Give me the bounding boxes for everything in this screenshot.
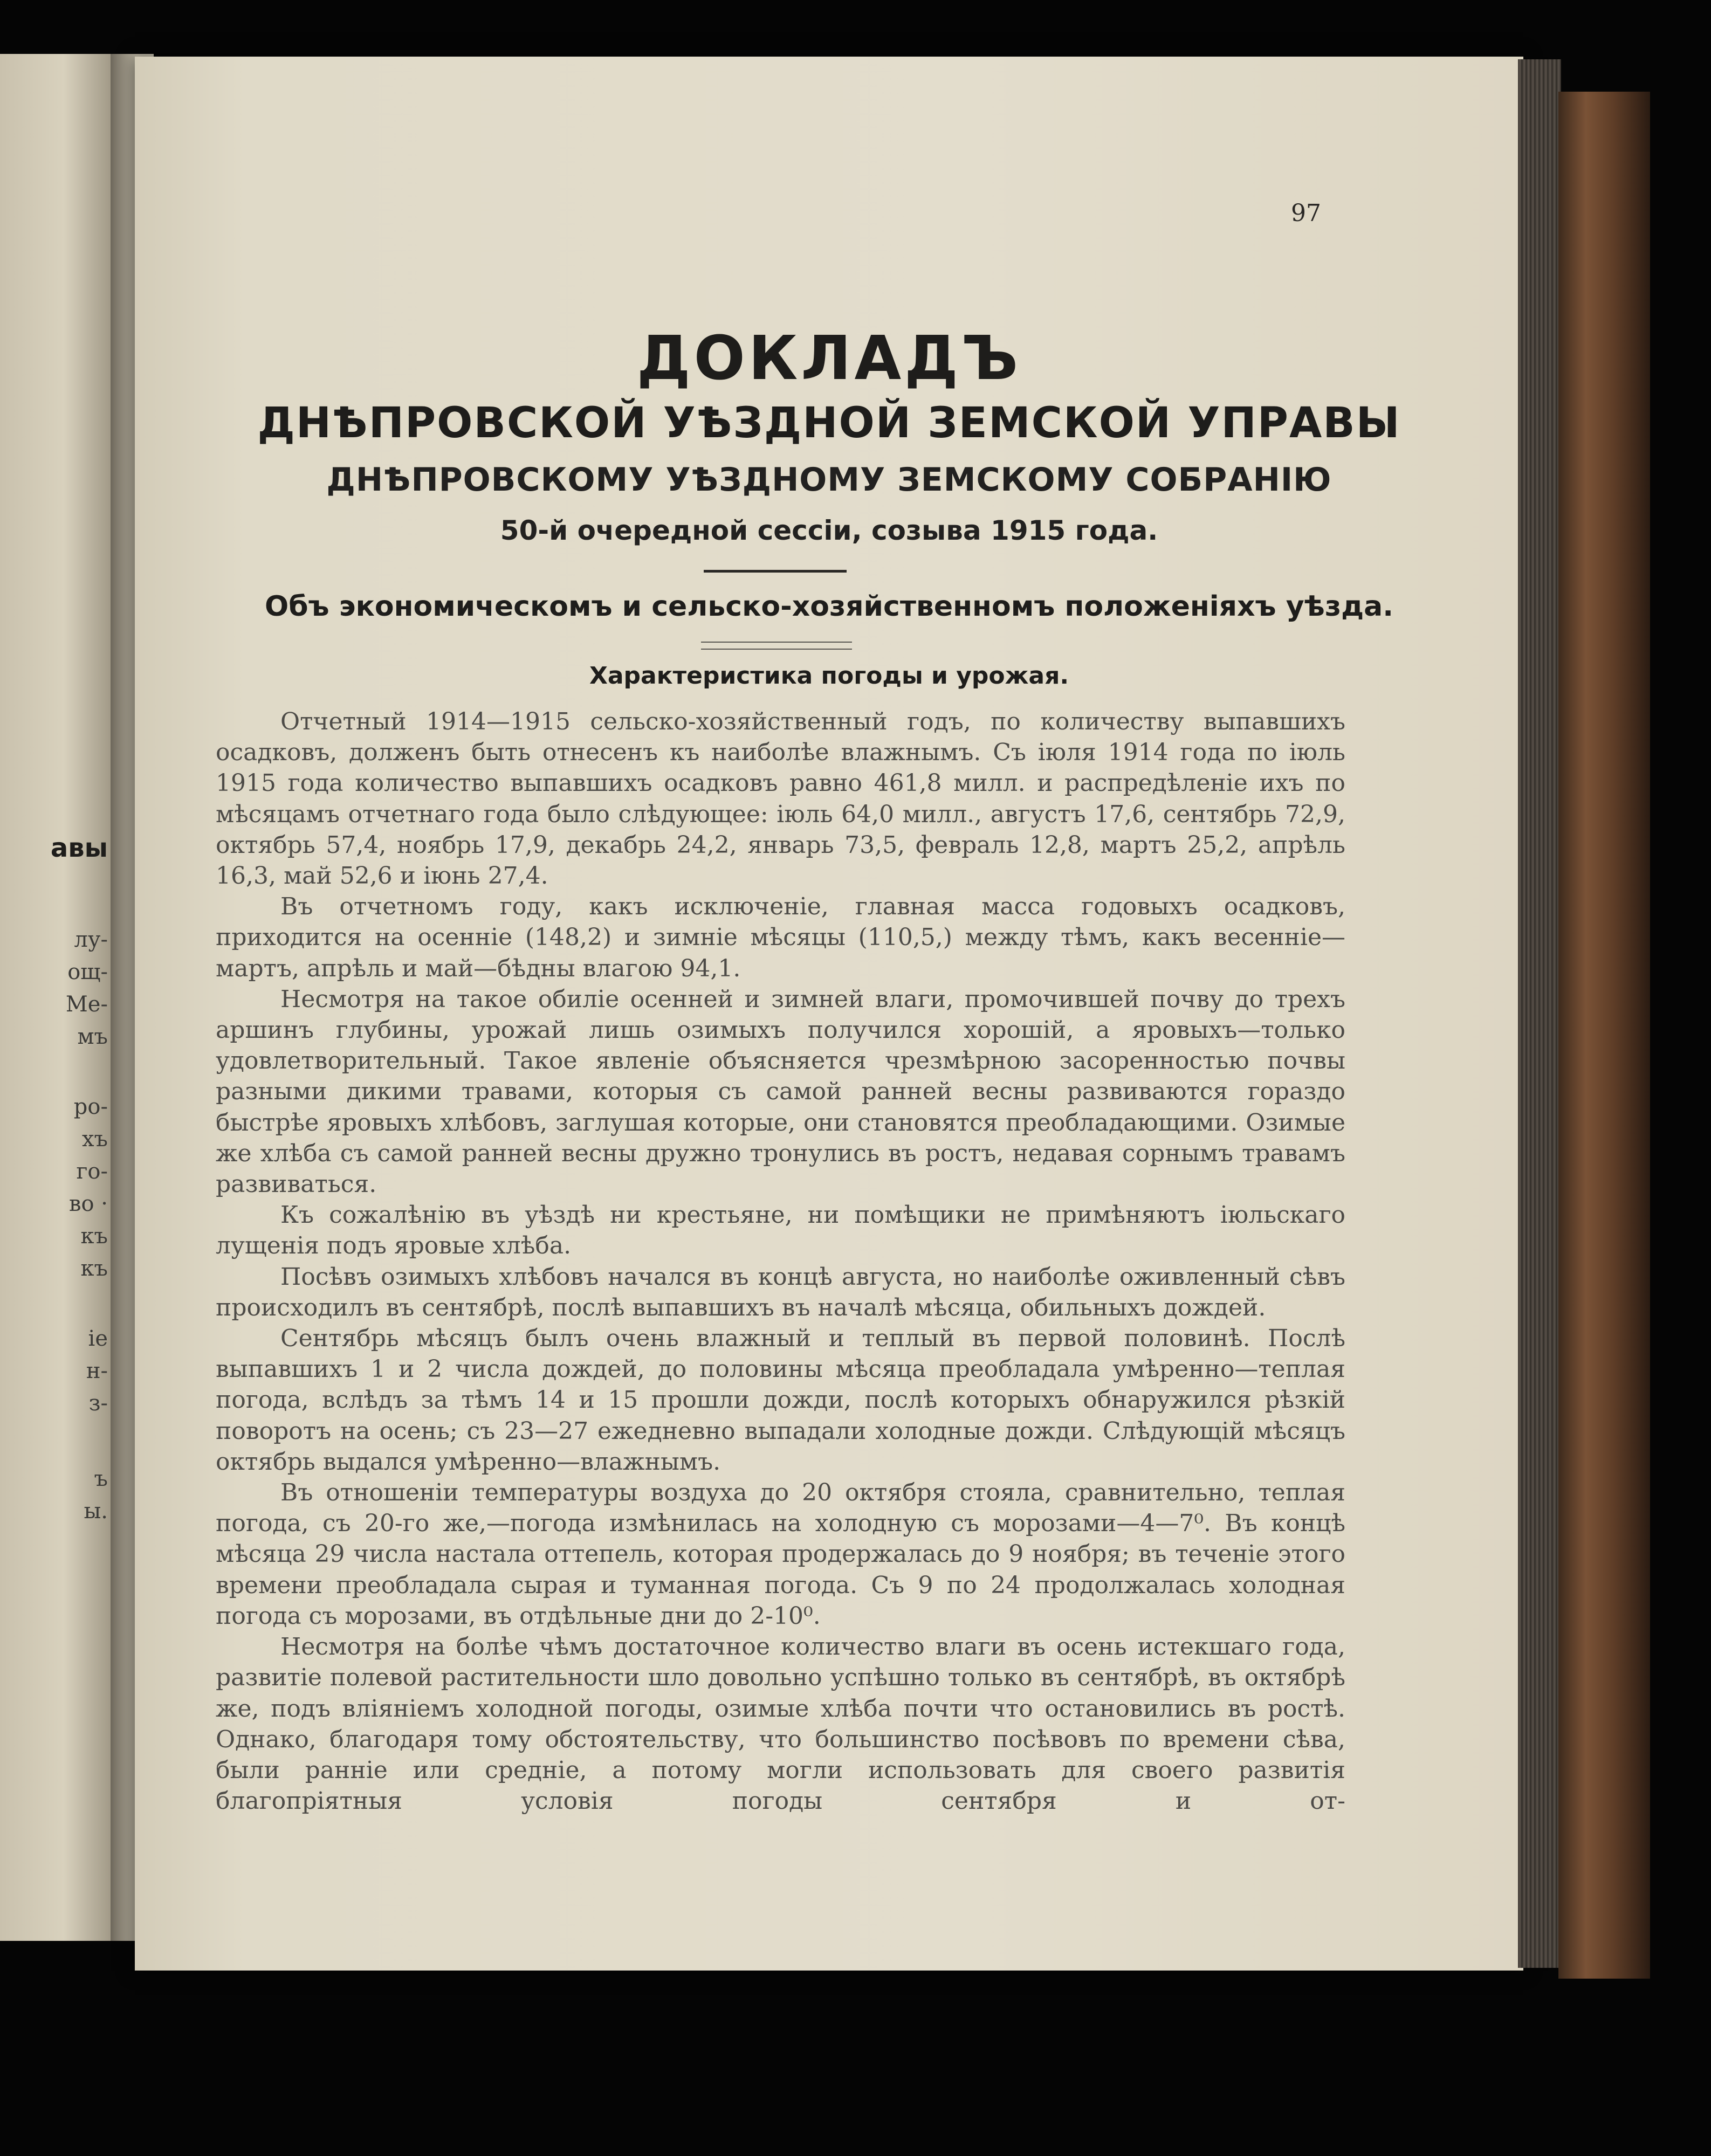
left-page-fragment: з- [88,1391,108,1416]
page-edges [1518,59,1561,1968]
subsection-heading: Характеристика погоды и урожая. [589,662,1069,690]
paragraph: Сентябрь мѣсяцъ былъ очень влажный и теплый въ первой половинѣ. Послѣ выпавшихъ 1 и 2 числа дождей, до половины мѣсяца преобладала умѣренно—теплая погода, вслѣдъ за тѣмъ 14 и 15 прошли дожди, послѣ которыхъ обнаружился рѣзкій поворотъ на осень; съ 23—27 ежедневно выпадали холодные дожди. Слѣдующій мѣсяцъ октябрь выдался умѣренно—влажнымъ. [216,1325,1345,1476]
heading-rule [704,570,847,573]
left-page-fragment: ро- [73,1094,108,1119]
session-heading: 50-й очередной сессіи, созыва 1915 года. [500,515,1158,546]
left-page-fragment: хъ [81,1127,108,1152]
paragraph: Несмотря на болѣе чѣмъ достаточное количество влаги въ осень истекшаго года, развитіе полевой растительности шло довольно успѣшно только въ сентябрѣ, въ октябрѣ же, подъ вліяніемъ холодной погоды, озимые хлѣба почти что остановились въ ростѣ. Однако, благодаря тому обстоятельству, что большинство посѣвовъ по времени сѣва, были ранніе или средніе, а потому могли использовать для своего развитія благопріятныя условія погоды сентября и от- [216,1633,1345,1815]
left-page-fragment: авы [50,833,108,863]
left-page-fragment: ы. [84,1499,108,1524]
book-binding [1558,92,1650,1979]
paragraph: Въ отчетномъ году, какъ исключеніе, главная масса годовыхъ осадковъ, приходится на осенніе (148,2) и зимніе мѣсяцы (110,5,) между тѣмъ, какъ весенніе—мартъ, апрѣль и май—бѣдны влагою 94,1. [216,893,1345,982]
addressee-heading: ДНѢПРОВСКОМУ УѢЗДНОМУ ЗЕМСКОМУ СОБРАНІЮ [326,461,1332,499]
left-page-fragment: къ [80,1224,108,1249]
left-page-fragment: ъ [94,1466,108,1491]
section-double-rule [701,642,852,650]
left-page-fragment: іе [88,1326,108,1351]
section-heading: Объ экономическомъ и сельско-хозяйственномъ положеніяхъ уѣзда. [265,590,1393,623]
paragraph: Посѣвъ озимыхъ хлѣбовъ начался въ концѣ августа, но наиболѣе оживленный сѣвъ происходилъ въ сентябрѣ, послѣ выпавшихъ въ началѣ мѣсяца, обильныхъ дождей. [216,1263,1345,1321]
left-facing-page [0,54,116,1941]
left-page-fragment: къ [80,1256,108,1281]
left-page-fragment: н- [86,1359,108,1383]
document-title: ДОКЛАДЪ [636,323,1022,394]
left-page-fragment: ощ- [67,960,108,984]
left-page-fragment: лу- [74,927,108,952]
paragraph: Къ сожалѣнію въ уѣздѣ ни крестьяне, ни помѣщики не примѣняютъ іюльскаго лущенія подъ яровые хлѣба. [216,1201,1345,1260]
left-page-fragment: го- [76,1159,108,1184]
page-number: 97 [1291,199,1321,227]
left-page-fragment: Ме- [65,992,108,1017]
paragraph: Въ отношеніи температуры воздуха до 20 октября стояла, сравнительно, теплая погода, съ 20-го же,—погода измѣнилась на холодную съ морозами—4—7⁰. Въ концѣ мѣсяца 29 числа настала оттепель, которая продержалась до 9 ноября; въ теченіе этого времени преобладала сырая и туманная погода. Съ 9 по 24 продолжалась холодная погода съ морозами, въ отдѣльные дни до 2-10⁰. [216,1479,1345,1630]
left-page-fragment: мъ [77,1024,108,1049]
paragraph: Несмотря на такое обиліе осенней и зимней влаги, промочившей почву до трехъ аршинъ глубины, урожай лишь озимыхъ получился хорошій, а яровыхъ—только удовлетворительный. Такое явленіе объясняется чрезмѣрною засоренностью почвы разными дикими травами, которыя съ самой ранней весны развиваются гораздо быстрѣе яровыхъ хлѣбовъ, заглушая которые, они становятся преобладающими. Озимые же хлѣба съ самой ранней весны дружно тронулись въ ростъ, недавая сорнымъ травамъ развиваться. [216,985,1345,1198]
body-text [216,706,1345,1816]
issuer-heading: ДНѢПРОВСКОЙ УѢЗДНОЙ ЗЕМСКОЙ УПРАВЫ [257,399,1401,447]
paragraph: Отчетный 1914—1915 сельско-хозяйственный годъ, по количеству выпавшихъ осадковъ, долженъ быть отнесенъ къ наиболѣе влажнымъ. Съ іюля 1914 года по іюль 1915 года количество выпавшихъ осадковъ равно 461,8 милл. и распредѣленіе ихъ по мѣсяцамъ отчетнаго года было слѣдующее: іюль 64,0 милл., августъ 17,6, сентябрь 72,9, октябрь 57,4, ноябрь 17,9, декабрь 24,2, январь 73,5, февраль 12,8, мартъ 25,2, апрѣль 16,3, май 52,6 и іюнь 27,4. [216,708,1345,890]
left-page-fragment: во · [68,1191,108,1216]
